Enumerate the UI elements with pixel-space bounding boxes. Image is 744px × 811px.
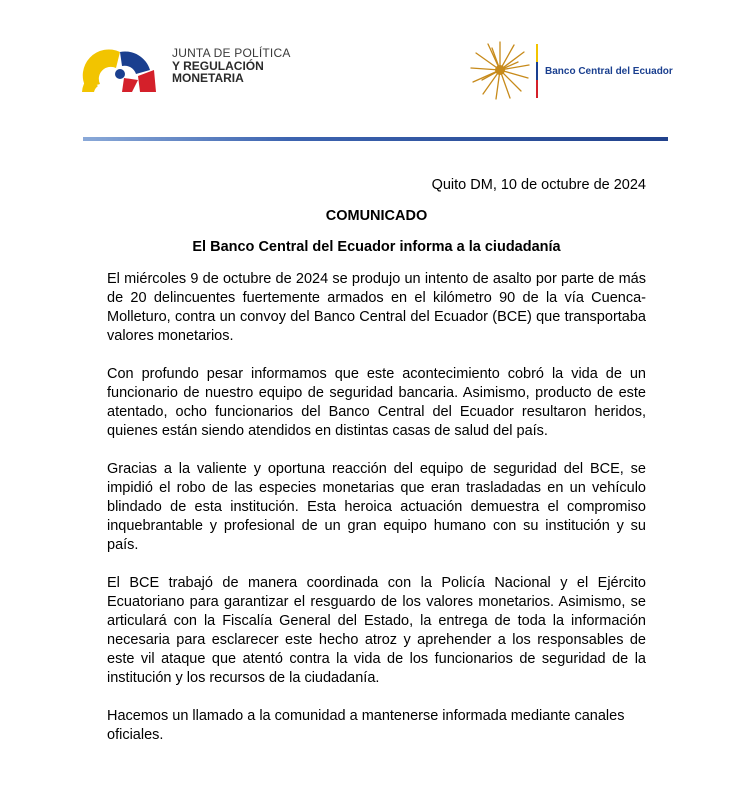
jpr-logo-line-1: JUNTA DE POLÍTICA [172,46,291,60]
jpr-logo-line-2: Y REGULACIÓN [172,58,264,73]
document-subheading: El Banco Central del Ecuador informa a la ciudadanía [192,239,561,255]
paragraph: El BCE trabajó de manera coordinada con la Policía Nacional y el Ejército Ecuatoriano para garantizar el resguardo de los valores monetarios. Asimismo, se articulará con la Fiscalía General del Estado, la entrega de toda la información necesaria para esclarecer este hecho atroz y aprehender a los responsables de este vil ataque que atentó contra la vida de los funcionarios de seguridad de la institución y los recursos de la ciudadanía. [107,575,646,686]
jpr-logo-line-3: MONETARIA [172,71,244,85]
letterhead [0,0,744,145]
jpr-logo-text [172,47,291,85]
paragraph: Hacemos un llamado a la comunidad a mantenerse informada mediante canales oficiales. [107,708,625,743]
communique-body [107,176,646,764]
bce-logo-name: Banco Central del Ecuador [545,66,673,77]
paragraph: Con profundo pesar informamos que este acontecimiento cobró la vida de un funcionario de nuestro equipo de seguridad bancaria. Asimismo, producto de este atentado, ocho funcionarios del Banco Central del Ecuador resultaron heridos, quienes están siendo atendidos en distintas casas de salud del país. [107,366,646,439]
header-divider [83,137,668,141]
jpr-logo-icon [80,40,160,95]
paragraph: El miércoles 9 de octubre de 2024 se produjo un intento de asalto por parte de más de 20 delincuentes fuertemente armados en el kilómetro 90 de la vía Cuenca-Molleturo, contra un convoy del Banco Central del Ecuador (BCE) que transportaba valores monetarios. [107,271,646,344]
bce-tricolor-bar [536,44,538,98]
bce-star-icon [468,38,532,102]
document-date: Quito DM, 10 de octubre de 2024 [431,177,646,193]
document-heading: COMUNICADO [325,208,428,224]
paragraph: Gracias a la valiente y oportuna reacción del equipo de seguridad del BCE, se impidió el robo de las especies monetarias que eran trasladadas en un vehículo blindado de esta institución. Esta heroica actuación demuestra el compromiso inquebrantable y profesional de un gran equipo humano con su institución y su país. [107,461,646,553]
